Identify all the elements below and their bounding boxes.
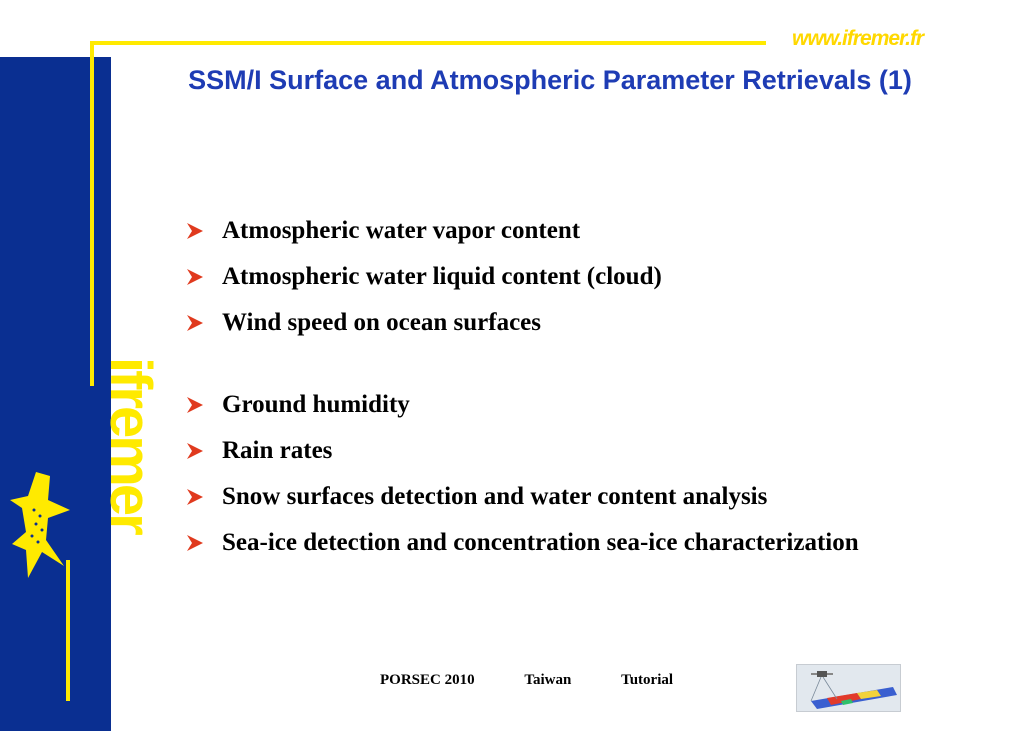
top-accent-line bbox=[90, 41, 766, 45]
bullet-item bbox=[186, 212, 946, 249]
slide-footer bbox=[380, 672, 673, 689]
satellite-scan-thumbnail bbox=[796, 664, 901, 712]
arrowhead-bullet-icon bbox=[186, 488, 204, 506]
bullet-item bbox=[186, 258, 946, 295]
bullet-text: Sea-ice detection and concentration sea-ice characterization bbox=[222, 529, 859, 556]
left-accent-line bbox=[90, 41, 94, 386]
bullet-list bbox=[186, 212, 946, 570]
ifremer-logo-text: ifremer bbox=[98, 357, 163, 533]
bullet-text: Snow surfaces detection and water content analysis bbox=[222, 483, 768, 510]
bullet-item bbox=[186, 386, 946, 423]
arrowhead-bullet-icon bbox=[186, 268, 204, 286]
arrowhead-bullet-icon bbox=[186, 534, 204, 552]
bullet-text: Ground humidity bbox=[222, 391, 410, 418]
bullet-item bbox=[186, 524, 946, 561]
footer-event: PORSEC 2010 bbox=[380, 672, 475, 688]
bullet-item bbox=[186, 432, 946, 469]
bullet-text: Rain rates bbox=[222, 437, 333, 464]
bullet-text: Atmospheric water vapor content bbox=[222, 217, 581, 244]
arrowhead-bullet-icon bbox=[186, 314, 204, 332]
bullet-text: Atmospheric water liquid content (cloud) bbox=[222, 263, 662, 290]
ifremer-logo-mark-icon bbox=[8, 470, 78, 580]
bullet-text: Wind speed on ocean surfaces bbox=[222, 309, 542, 336]
logo-sidebar bbox=[0, 57, 111, 731]
footer-location: Taiwan bbox=[524, 672, 572, 688]
footer-type: Tutorial bbox=[621, 672, 674, 688]
bullet-item bbox=[186, 478, 946, 515]
arrowhead-bullet-icon bbox=[186, 396, 204, 414]
arrowhead-bullet-icon bbox=[186, 222, 204, 240]
arrowhead-bullet-icon bbox=[186, 442, 204, 460]
left-accent-line-bottom bbox=[66, 560, 70, 701]
brand-url[interactable]: www.ifremer.fr bbox=[792, 27, 924, 50]
slide-title: SSM/I Surface and Atmospheric Parameter Retrievals (1) bbox=[188, 65, 912, 95]
bullet-item bbox=[186, 304, 946, 341]
